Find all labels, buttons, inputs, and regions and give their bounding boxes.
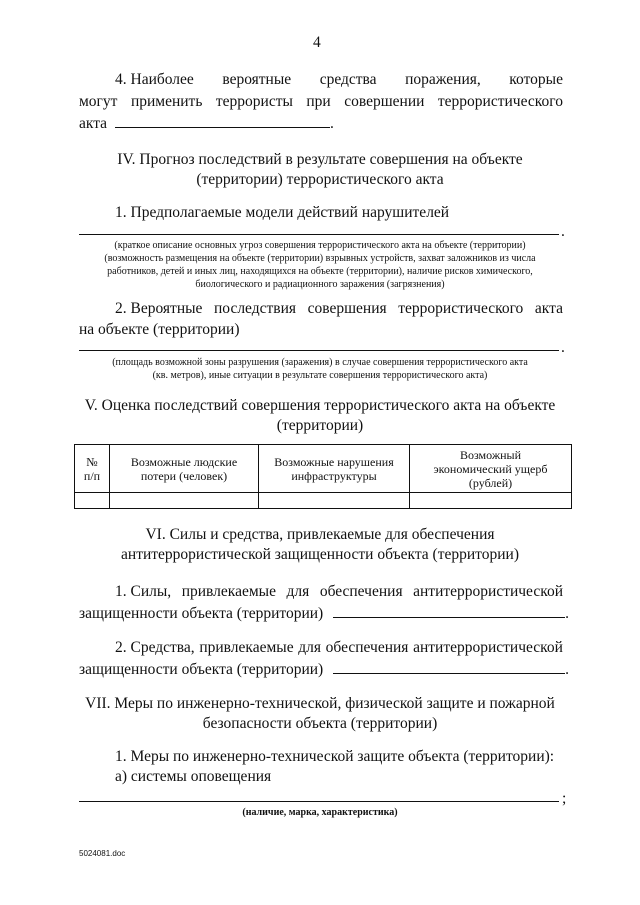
item4-word: могут: [79, 93, 118, 110]
word: обеспечения: [319, 583, 403, 600]
line-end-punct: .: [565, 605, 569, 622]
page-number: 4: [313, 34, 321, 51]
section4-heading-line1: IV. Прогноз последствий в результате совершения на объекте: [117, 151, 523, 168]
header-text: Возможные людские: [130, 454, 238, 469]
fill-in-line[interactable]: [115, 113, 330, 128]
header-text: экономический ущерб: [433, 461, 548, 476]
section4-item2-line1: [115, 299, 563, 318]
item4-word: вероятные: [222, 71, 292, 88]
word: антитеррористической: [413, 583, 563, 600]
line-text: защищенности объекта (территории): [79, 605, 324, 622]
item4-line3: [79, 113, 334, 133]
section7-item1-sub-a: а) системы оповещения: [115, 768, 272, 785]
section4-item1-caption-4: биологического и радиационного заражения (загрязнения): [195, 279, 445, 290]
item4-line1: [115, 70, 563, 89]
word: 2. Вероятные: [115, 300, 203, 317]
line-text: защищенности объекта (территории): [79, 661, 324, 678]
section6-heading-line2: антитеррористической защищенности объекта (территории): [121, 546, 519, 563]
item4-word: совершении: [344, 93, 425, 110]
header-text: инфраструктуры: [291, 468, 377, 483]
line-end-punct: .: [561, 223, 565, 240]
item4-word: при: [306, 93, 331, 110]
table-cell[interactable]: [410, 493, 572, 509]
section7-heading-line1: VII. Меры по инженерно-технической, физической защите и пожарной: [85, 695, 555, 712]
item4-word: поражения,: [405, 71, 481, 88]
section4-item1-label: 1. Предполагаемые модели действий нарушителей: [115, 204, 450, 221]
word: привлекаемые: [181, 583, 276, 600]
document-id: 5024081.doc: [79, 849, 126, 858]
section4-item1-caption-1: (краткое описание основных угроз совершения террористического акта на объекте (территории): [114, 240, 526, 251]
table-header-cell: [259, 445, 410, 493]
section5-heading-line1: V. Оценка последствий совершения террористического акта на объекте: [84, 397, 556, 414]
fill-in-line[interactable]: [79, 801, 559, 802]
item4-word: 4. Наиболее: [115, 71, 194, 88]
section7-item1-label: 1. Меры по инженерно-технической защите объекта (территории):: [115, 748, 555, 765]
fill-in-line[interactable]: [333, 659, 565, 674]
word: обеспечения: [325, 639, 409, 656]
table-cell[interactable]: [110, 493, 259, 509]
item4-word: террористического: [437, 93, 563, 110]
section6-item2-line1: [115, 638, 563, 657]
header-text: п/п: [83, 468, 101, 483]
consequences-table: [74, 444, 572, 509]
word: привлекаемые: [199, 639, 294, 656]
section4-item1-caption-3: работников, детей и иных лиц, находящихся на объекте (территории), наличие рисков химического,: [107, 266, 533, 277]
fill-in-line[interactable]: [79, 234, 559, 235]
table-row: [75, 493, 572, 509]
word: 1. Силы,: [115, 583, 172, 600]
item4-line3-prefix: акта: [79, 115, 108, 132]
section7-item1-caption: (наличие, марка, характеристика): [242, 807, 398, 818]
section4-item2-line2: на объекте (территории): [79, 321, 240, 338]
table-header-cell: [410, 445, 572, 493]
line-end-punct: ;: [562, 790, 567, 807]
section6-item1-line2: [79, 603, 569, 623]
word: 2. Средства,: [115, 639, 195, 656]
word: последствия: [214, 300, 297, 317]
line-end-punct: .: [565, 661, 569, 678]
table-cell[interactable]: [259, 493, 410, 509]
word: совершения: [307, 300, 387, 317]
header-text: потери (человек): [140, 468, 228, 483]
section4-item1-caption-2: (возможность размещения на объекте (территории) взрывных устройств, захват заложников из числа: [104, 253, 536, 264]
table-header-cell: [75, 445, 110, 493]
table-header-cell: [110, 445, 259, 493]
header-text: Возможный: [459, 447, 522, 462]
line-end-punct: .: [329, 115, 334, 132]
fill-in-line[interactable]: [79, 350, 559, 351]
header-text: Возможные нарушения: [274, 454, 394, 469]
item4-line2: [79, 92, 563, 111]
word: террористического: [398, 300, 524, 317]
section6-heading-line1: VI. Силы и средства, привлекаемые для обеспечения: [145, 526, 495, 543]
item4-word: террористы: [215, 93, 293, 110]
item4-word: которые: [509, 71, 563, 88]
word: для: [286, 583, 310, 600]
section5-heading-line2: (территории): [276, 417, 364, 434]
item4-word: средства: [319, 71, 377, 88]
section4-item2-caption-1: (площадь возможной зоны разрушения (заражения) в случае совершения террористического акта: [112, 357, 528, 368]
word: антитеррористической: [413, 639, 563, 656]
table-cell[interactable]: [75, 493, 110, 509]
table-header-row: [75, 445, 572, 493]
section7-heading-line2: безопасности объекта (территории): [202, 715, 438, 732]
section6-item1-line1: [115, 582, 563, 601]
section6-item2-line2: [79, 659, 569, 679]
line-end-punct: .: [561, 339, 565, 356]
item4-word: применить: [130, 93, 203, 110]
header-text: (рублей): [468, 475, 513, 490]
word: акта: [534, 300, 563, 317]
word: для: [298, 639, 321, 656]
section4-heading-line2: (территории) террористического акта: [196, 171, 444, 188]
fill-in-line[interactable]: [333, 603, 565, 618]
section4-item2-caption-2: (кв. метров), иные ситуации в результате совершения террористического акта): [152, 370, 488, 381]
header-text: №: [86, 454, 98, 469]
